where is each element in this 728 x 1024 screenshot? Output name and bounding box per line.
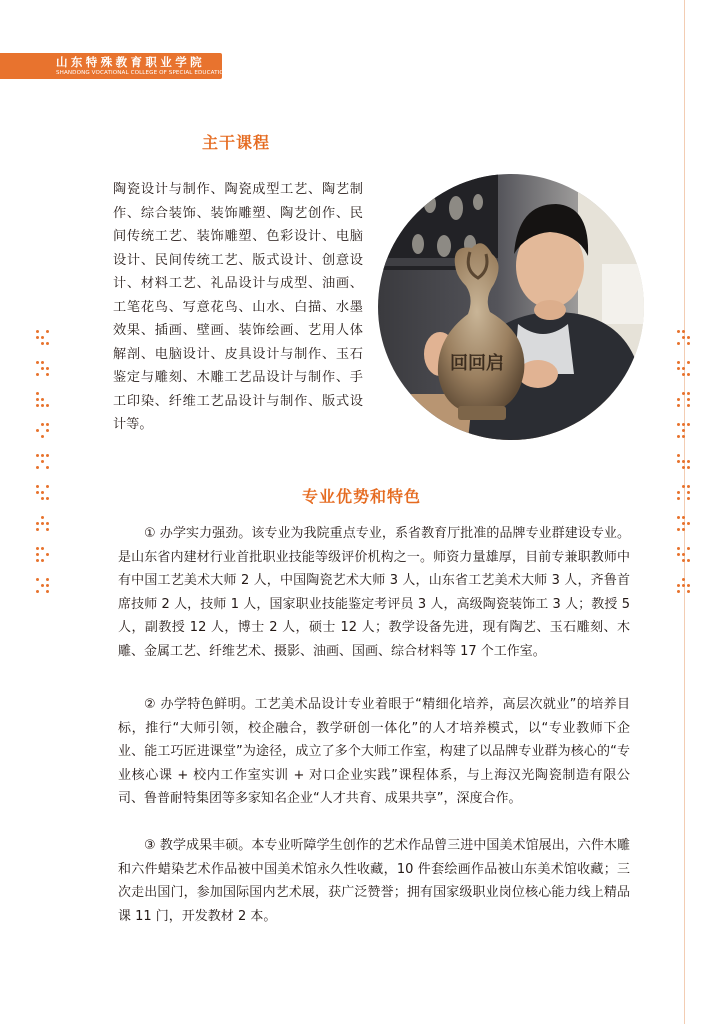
section-title-courses: 主干课程	[202, 133, 271, 152]
dot-pattern-right	[677, 330, 691, 609]
school-name-en: SHANDONG VOCATIONAL COLLEGE OF SPECIAL EDUCATION	[56, 70, 229, 76]
student-ceramics-photo	[378, 174, 644, 440]
courses-text: 陶瓷设计与制作、陶瓷成型工艺、陶艺制作、综合装饰、装饰雕塑、陶艺创作、民间传统工艺、装饰雕塑、色彩设计、电脑设计、民间传统工艺、版式设计、创意设计、材料工艺、礼品设计与成型、油画、工笔花鸟、写意花鸟、山水、白描、水墨效果、插画、壁画、装饰绘画、艺用人体解剖、电脑设计、皮具设计与制作、玉石鉴定与雕刻、木雕工艺品设计与制作、手工印染、纤维工艺品设计与制作、版式设计等。	[113, 182, 363, 432]
advantage-paragraph-2: ② 办学特色鲜明。工艺美术品设计专业着眼于“精细化培养，高层次就业”的培养目标，推行“大师引领，校企融合，教学研创一体化”的人才培养模式，以“专业教师下企业、能工巧匠进课堂”为途径，成立了多个大师工作室，构建了以品牌专业群为核心的“专业核心课 + 校内工作室实训 + 对口企业实践”课程体系，与上海汉光陶瓷制造有限公司、鲁普耐特集团等多家知名企业“人才共育、成果共享”，深度合作。	[118, 697, 630, 806]
photo-illustration	[378, 174, 644, 440]
advantage-paragraph-1: ① 办学实力强劲。该专业为我院重点专业，系省教育厅批准的品牌专业群建设专业。是山东省内建材行业首批职业技能等级评价机构之一。师资力量雄厚，目前专兼职教师中有中国工艺美术大师 2 人，中国陶瓷艺术大师 3 人，山东省工艺美术大师 3 人，齐鲁首席技师 2 人，技师 1 人，国家职业技能鉴定考评员 3 人，高级陶瓷装饰工 3 人；教授 5 人，副教授 12 人，博士 2 人，硕士 12 人；教学设备先进，现有陶艺、玉石雕刻、木雕、金属工艺、纤维艺术、摄影、油画、国画、综合材料等 17 个工作室。	[118, 526, 630, 659]
vase-inscription: 回回启	[450, 353, 504, 374]
section-title-advantages: 专业优势和特色	[302, 487, 422, 506]
advantage-paragraph-3: ③ 教学成果丰硕。本专业听障学生创作的艺术作品曾三进中国美术馆展出，六件木雕和六件蜡染艺术作品被中国美术馆永久性收藏，10 件套绘画作品被山东美术馆收藏；三次走出国门，参加国际国内艺术展，获广泛赞誉；拥有国家级职业岗位核心能力线上精品课 11 门，开发教材 2 本。	[118, 838, 630, 924]
dot-pattern-left	[36, 330, 50, 609]
school-name-cn: 山东特殊教育职业学院	[56, 55, 205, 69]
